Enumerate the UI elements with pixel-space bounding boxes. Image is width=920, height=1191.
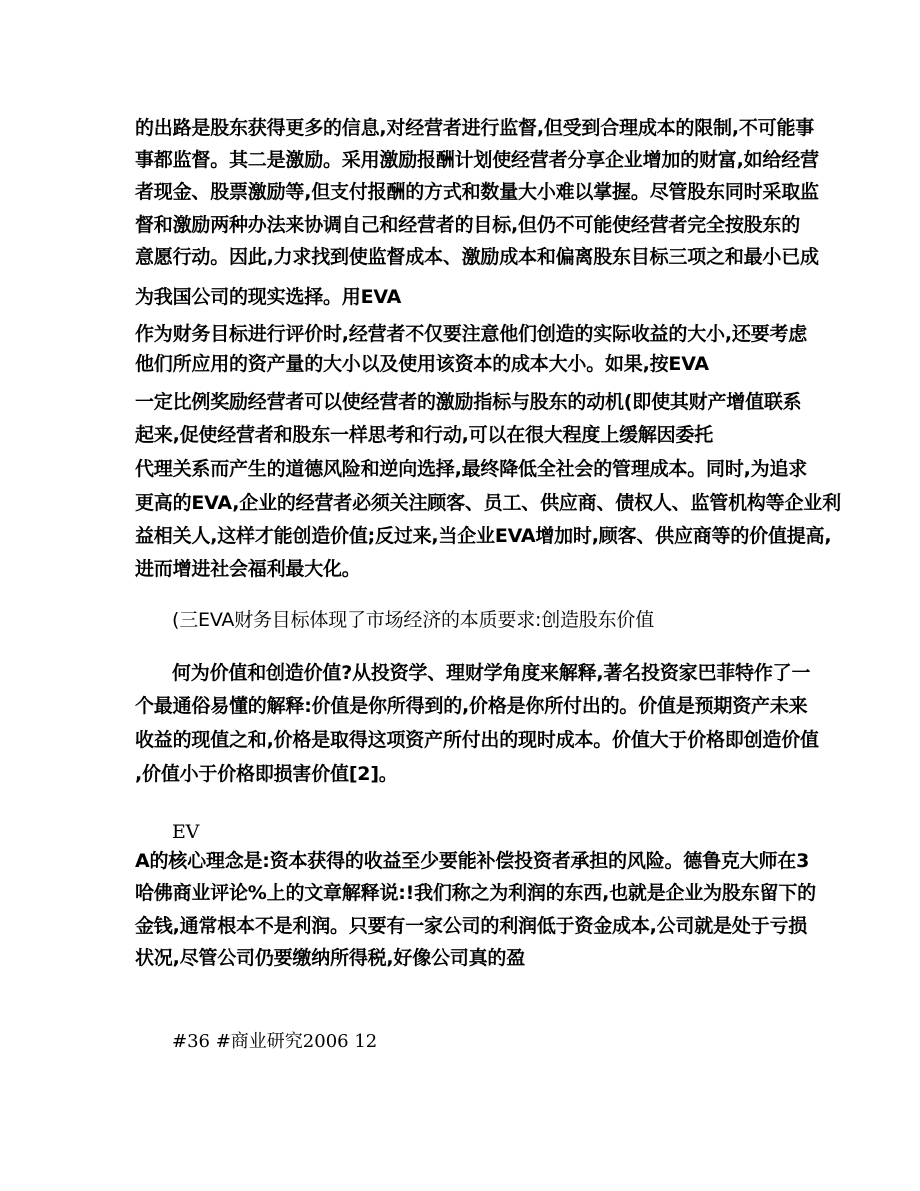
paragraph-2-line-1: 何为价值和创造价值?从投资学、理财学角度来解释,著名投资家巴菲特作了一	[172, 662, 811, 684]
paragraph-3-line-3: 金钱,通常根本不是利润。只要有一家公司的利润低于资金成本,公司就是处于亏损	[135, 915, 808, 937]
paragraph-1-line-4: 督和激励两种办法来协调自己和经营者的目标,但仍不可能使经营者完全按股东的	[135, 214, 801, 236]
paragraph-1-line-10: 起来,促使经营者和股东一样思考和行动,可以在很大程度上缓解因委托	[135, 424, 714, 446]
paragraph-1-line-2: 事都监督。其二是激励。采用激励报酬计划使经营者分享企业增加的财富,如给经营	[135, 149, 819, 171]
paragraph-1-line-7: 作为财务目标进行评价时,经营者不仅要注意他们创造的实际收益的大小,还要考虑	[135, 323, 808, 345]
paragraph-1-line-11: 代理关系而产生的道德风险和逆向选择,最终降低全社会的管理成本。同时,为追求	[135, 458, 808, 480]
paragraph-1-line-9: 一定比例奖励经营者可以使经营者的激励指标与股东的动机(即使其财产增值联系	[135, 391, 802, 413]
paragraph-1-line-8: 他们所应用的资产量的大小以及使用该资本的成本大小。如果,按EVA	[135, 353, 709, 375]
paragraph-1-line-5: 意愿行动。因此,力求找到使监督成本、激励成本和偏离股东目标三项之和最小已成	[135, 246, 819, 268]
paragraph-1-line-6: 为我国公司的现实选择。用EVA	[135, 286, 402, 308]
paragraph-2-line-3: 收益的现值之和,价格是取得这项资产所付出的现时成本。价值大于价格即创造价值	[135, 729, 819, 751]
paragraph-1-line-14: 进而增进社会福利最大化。	[135, 558, 361, 580]
paragraph-3-line-1: A的核心理念是:资本获得的收益至少要能补偿投资者承担的风险。德鲁克大师在3	[135, 850, 810, 872]
paragraph-1-line-3: 者现金、股票激励等,但支付报酬的方式和数量大小难以掌握。尽管股东同时采取监	[135, 181, 819, 203]
paragraph-3-line-4: 状况,尽管公司仍要缴纳所得税,好像公司真的盈	[135, 947, 526, 969]
ev-fragment: EV	[172, 821, 200, 843]
section-heading-3: (三EVA财务目标体现了市场经济的本质要求:创造股东价值	[172, 609, 655, 631]
paragraph-2-line-4: ,价值小于价格即损害价值[2]。	[135, 763, 398, 785]
paragraph-1-line-13: 益相关人,这样才能创造价值;反过来,当企业EVA增加时,顾客、供应商等的价值提高,	[135, 525, 832, 547]
paragraph-2-line-2: 个最通俗易懂的解释:价值是你所得到的,价格是你所付出的。价值是预期资产未来	[135, 695, 808, 717]
paragraph-1-line-12: 更高的EVA,企业的经营者必须关注顾客、员工、供应商、债权人、监管机构等企业利	[135, 492, 841, 514]
page-footer: #36 #商业研究2006 12	[172, 1031, 378, 1052]
paragraph-1-line-1: 的出路是股东获得更多的信息,对经营者进行监督,但受到合理成本的限制,不可能事	[135, 117, 815, 139]
paragraph-3-line-2: 哈佛商业评论%上的文章解释说:!我们称之为利润的东西,也就是企业为股东留下的	[135, 882, 816, 904]
